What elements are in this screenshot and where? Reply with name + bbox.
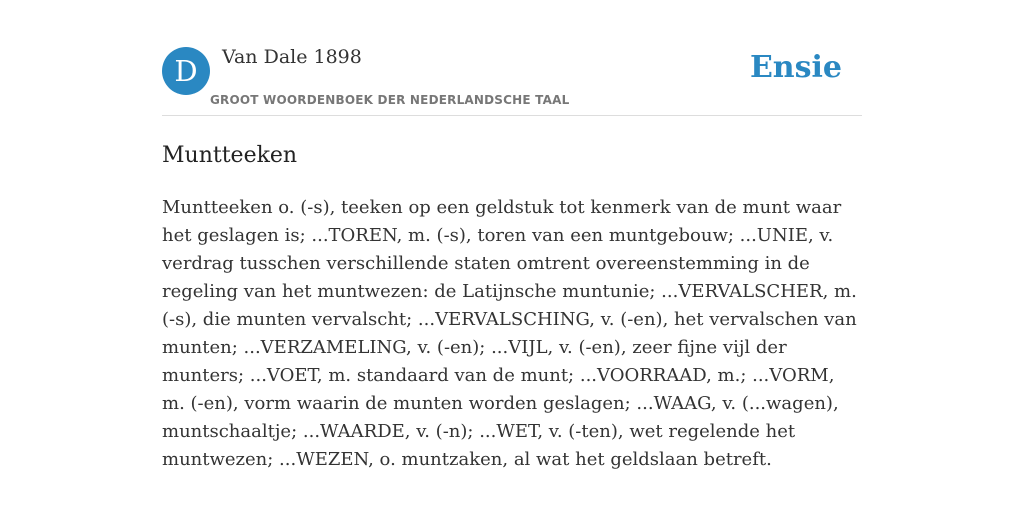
brand-logo[interactable]: Ensie [749,50,842,85]
source-header [162,44,862,116]
entry-title: Muntteeken [162,143,298,168]
source-subtitle: GROOT WOORDENBOEK DER NEDERLANDSCHE TAAL [210,93,570,107]
source-title[interactable]: Van Dale 1898 [222,46,362,68]
entry-definition [162,194,862,474]
dictionary-card [162,44,862,474]
source-avatar[interactable]: D [162,47,210,95]
entry-definition-text: Muntteeken o. (-s), teeken op een geldstuk tot kenmerk van de munt waar het geslagen is; ...TOREN, m. (-s), toren van een muntgebouw; ...UNIE, v. verdrag tusschen verschillende staten omtrent overeenstemming in de regeling van het muntwezen: de Latijnsche muntunie; ...VERVALSCHER, m. (-s), die munten vervalscht; ...VERVALSCHING, v. (-en), het vervalschen van munten; ...VERZAMELING, v. (-en); ...VIJL, v. (-en), zeer fijne vijl der munters; ...VOET, m. standaard van de munt; ...VOORRAAD, m.; ...VORM, m. (-en), vorm waarin de munten worden geslagen; ...WAAG, v. (...wagen), muntschaaltje; ...WAARDE, v. (-n); ...WET, v. (-ten), wet regelende het muntwezen; ...WEZEN, o. muntzaken, al wat het geldslaan betreft. [162,197,857,470]
